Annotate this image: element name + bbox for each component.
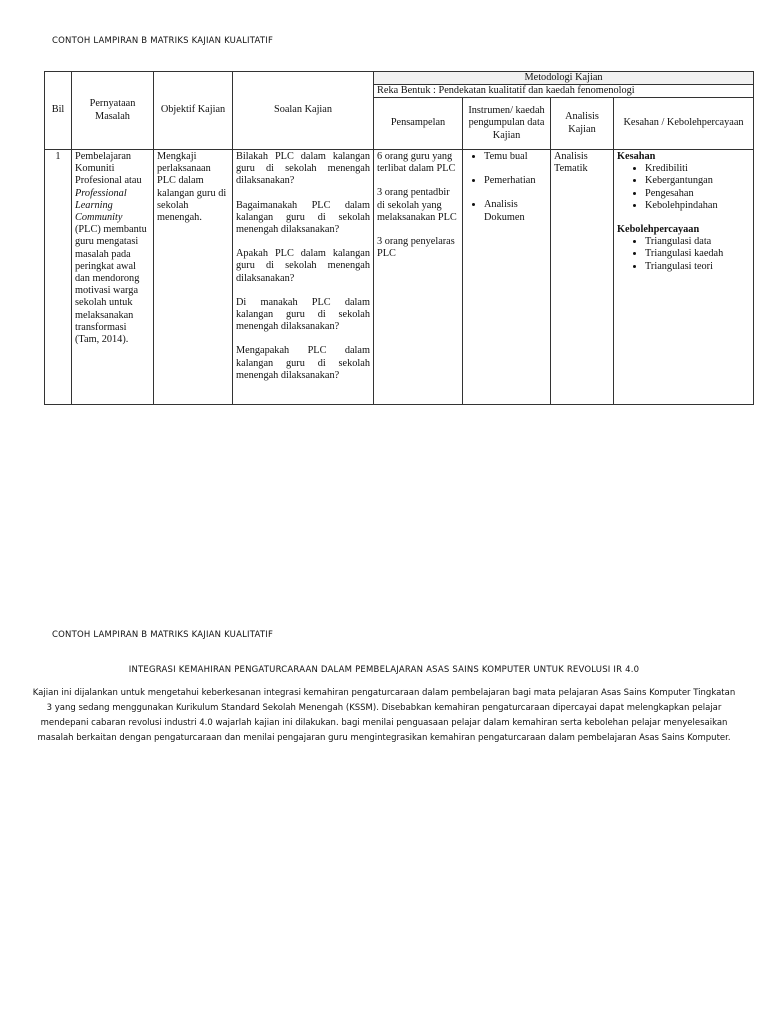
kebolehpercayaan-title: Kebolehpercayaan bbox=[617, 224, 700, 236]
study-abstract: Kajian ini dijalankan untuk mengetahui keberkesanan integrasi kemahiran pengaturcaraan dalam pembelajaran bagi mata pelajaran Asas Sains Komputer Tingkatan 3 yang sedang menggunakan Kurikulum Standard Sekolah Menengah (KSSM). Disebabkan kemahiran pengaturcaraan dipercayai dapat melengkapkan pelajar mendepani cabaran revolusi industri 4.0 wajarlah kajian ini dilakukan. bagi menilai penguasaan pelajar dalam kemahiran serta kebolehan pelajar menyelesaikan masalah berkaitan dengan pengaturcaraan dan menilai pengajaran guru mengintegrasikan kemahiran pengaturcaraan dalam pembelajaran Asas Sains Komputer. bbox=[32, 688, 736, 743]
instrumen-item: • Temu bual bbox=[484, 151, 547, 163]
header-instrumen: Instrumen/ kaedah pengumpulan data Kajian bbox=[463, 98, 551, 150]
kebolehpercayaan-item: • Triangulasi kaedah bbox=[645, 248, 750, 260]
instrumen-item: • Analisis Dokumen bbox=[484, 199, 547, 223]
study-title: INTEGRASI KEMAHIRAN PENGATURCARAAN DALAM PEMBELAJARAN ASAS SAINS KOMPUTER UNTUK REVOLUSI IR 4.0 bbox=[128, 665, 640, 675]
pernyataan-text-italic: Professional Learning Community bbox=[75, 187, 127, 224]
header-objektif-kajian: Objektif Kajian bbox=[154, 72, 233, 150]
kebolehpercayaan-list bbox=[617, 236, 750, 273]
pensampelan-item: 6 orang guru yang terlibat dalam PLC bbox=[377, 151, 456, 175]
kesahan-title: Kesahan bbox=[617, 151, 656, 162]
kesahan-item: • Kebolehpindahan bbox=[645, 200, 750, 212]
soalan-item: Di manakah PLC dalam kalangan guru di sekolah menengah dilaksanakan? bbox=[236, 296, 370, 333]
soalan-item: Apakah PLC dalam kalangan guru di sekolah menengah dilaksanakan? bbox=[236, 248, 370, 284]
header-reka-bentuk: Reka Bentuk : Pendekatan kualitatif dan kaedah fenomenologi bbox=[374, 85, 754, 98]
qualitative-matrix-table bbox=[44, 71, 754, 405]
kesahan-item: • Kredibiliti bbox=[645, 163, 750, 175]
header-metodologi-kajian: Metodologi Kajian bbox=[374, 72, 754, 85]
pernyataan-text-a: Pembelajaran Komuniti Profesional atau bbox=[75, 151, 142, 187]
header-kesahan: Kesahan / Kebolehpercayaan bbox=[614, 98, 754, 150]
pensampelan-item: 3 orang pentadbir di sekolah yang melaksanakan PLC bbox=[377, 187, 457, 223]
cell-soalan-kajian bbox=[233, 150, 374, 405]
soalan-item: Bagaimanakah PLC dalam kalangan guru di sekolah menengah dilaksanakan? bbox=[236, 199, 370, 236]
page-heading-bottom: CONTOH LAMPIRAN B MATRIKS KAJIAN KUALITATIF bbox=[52, 630, 274, 640]
kebolehpercayaan-item: • Triangulasi data bbox=[645, 236, 750, 248]
page-heading-top: CONTOH LAMPIRAN B MATRIKS KAJIAN KUALITATIF bbox=[52, 36, 274, 46]
header-bil: Bil bbox=[45, 72, 72, 150]
soalan-item: Mengapakah PLC dalam kalangan guru di sekolah menengah dilaksanakan? bbox=[236, 345, 370, 381]
pensampelan-item: 3 orang penyelaras PLC bbox=[377, 236, 455, 260]
header-soalan-kajian: Soalan Kajian bbox=[233, 72, 374, 150]
header-analisis-kajian: Analisis Kajian bbox=[551, 98, 614, 150]
kesahan-item: • Kebergantungan bbox=[645, 175, 750, 187]
cell-bil: 1 bbox=[45, 150, 72, 405]
kebolehpercayaan-item: • Triangulasi teori bbox=[645, 261, 750, 273]
cell-pensampelan bbox=[374, 150, 463, 405]
cell-analisis: Analisis Tematik bbox=[551, 150, 614, 405]
cell-instrumen bbox=[463, 150, 551, 405]
kesahan-list bbox=[617, 163, 750, 212]
cell-objektif-kajian: Mengkaji perlaksanaan PLC dalam kalangan guru di sekolah menengah. bbox=[154, 150, 233, 405]
pernyataan-text-b: (PLC) membantu guru mengatasi masalah pada peringkat awal dan mendorong motivasi warga sekolah untuk melaksanakan transformasi (Tam, 2014). bbox=[75, 224, 147, 346]
header-pernyataan-masalah: Pernyataan Masalah bbox=[72, 72, 154, 150]
header-pensampelan: Pensampelan bbox=[374, 98, 463, 150]
kesahan-item: • Pengesahan bbox=[645, 188, 750, 200]
cell-pernyataan-masalah bbox=[72, 150, 154, 405]
instrumen-list bbox=[466, 151, 547, 224]
cell-kesahan bbox=[614, 150, 754, 405]
instrumen-item: • Pemerhatian bbox=[484, 175, 547, 187]
soalan-item: Bilakah PLC dalam kalangan guru di sekolah menengah dilaksanakan? bbox=[236, 151, 370, 187]
